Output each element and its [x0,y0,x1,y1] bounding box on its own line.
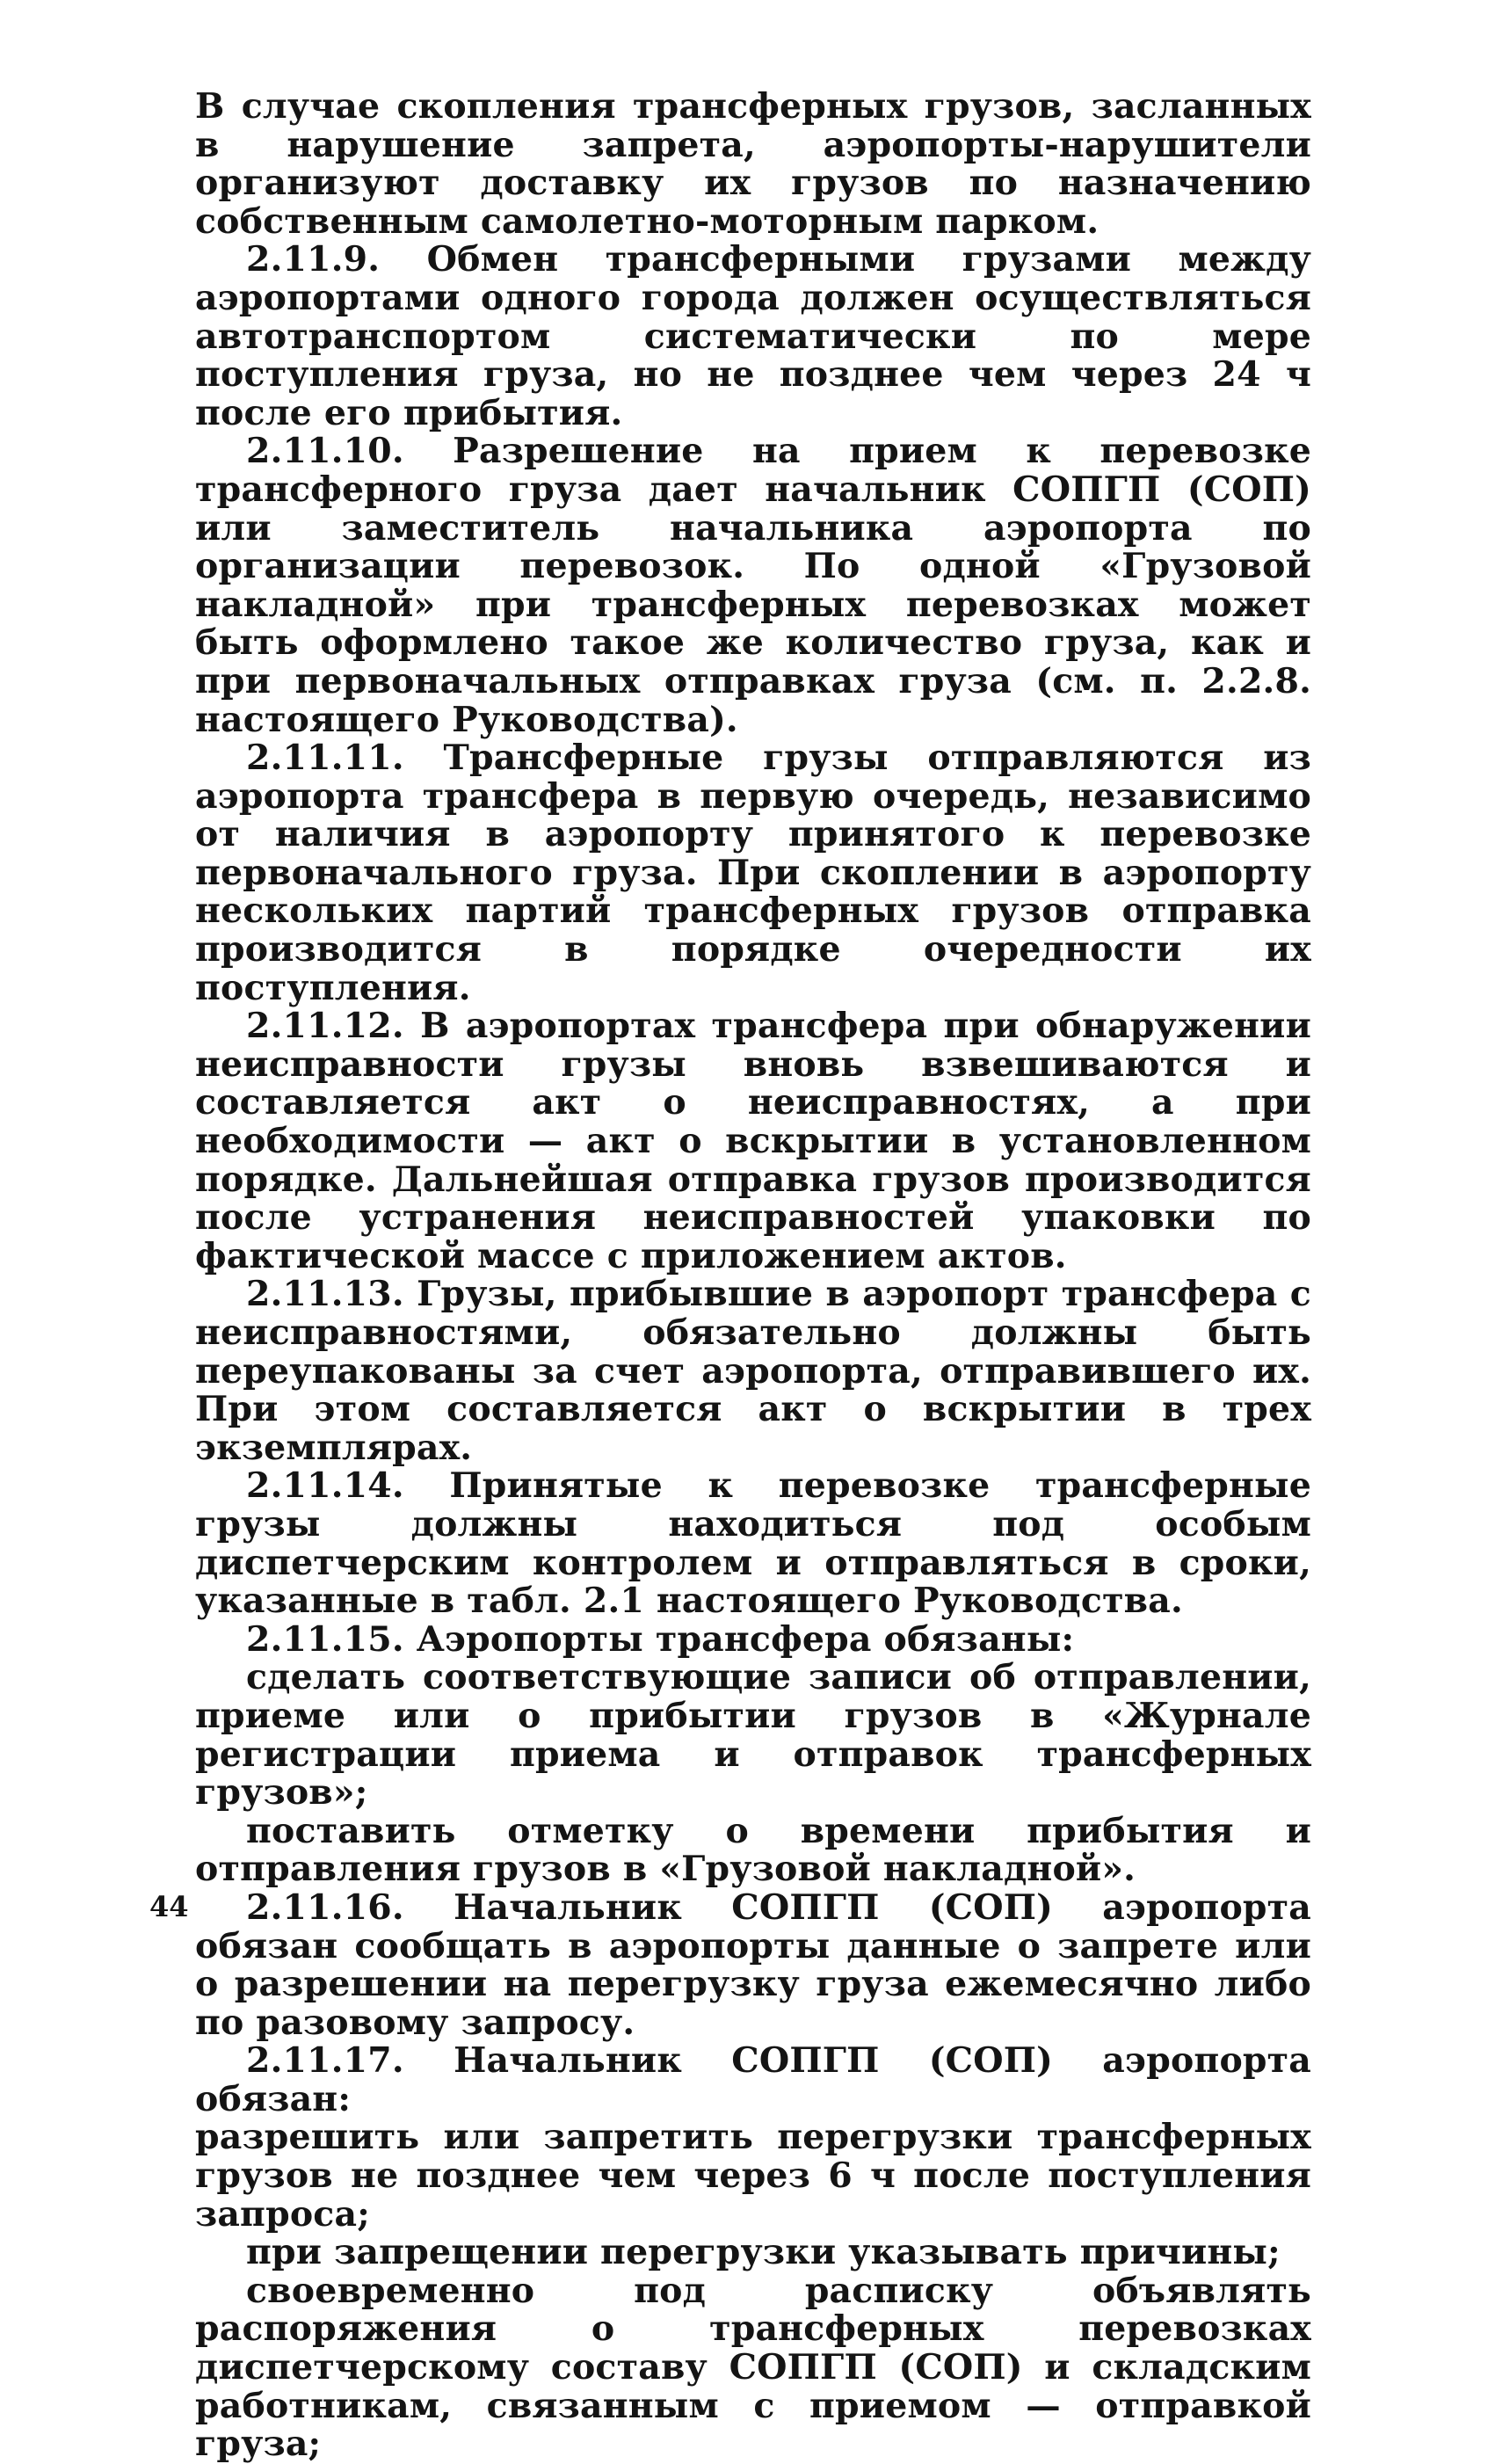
paragraph: 2.11.9. Обмен трансферными грузами между аэропортами одного города должен осуществляться автотранспортом систематически по мере поступления груза, но не позднее чем через 24 ч после его прибытия. [195,239,1311,433]
body-text [195,88,1311,2464]
paragraph: 2.11.16. Начальник СОПГП (СОП) аэропорта обязан сообщать в аэропорты данные о запрете или о разрешении на перегрузку груза ежемесячно либо по разовому запросу. [195,1886,1311,2043]
paragraph: своевременно под расписку объявлять распоряжения о трансферных перевозках диспетчерскому составу СОПГП (СОП) и складским работникам, связанным с приемом — отправкой груза; [195,2270,1311,2464]
paragraph: В случае скопления трансферных грузов, засланных в нарушение запрета, аэропорты-нарушители организуют доставку их грузов по назначению собственным самолетно-моторным парком. [195,86,1311,242]
paragraph: поставить отметку о времени прибытия и отправления грузов в «Грузовой накладной». [195,1810,1311,1890]
page-number: 44 [149,1890,189,1923]
paragraph: разрешить или запретить перегрузки трансферных грузов не позднее чем через 6 ч после поступления запроса; [195,2117,1311,2235]
paragraph: 2.11.13. Грузы, прибывшие в аэропорт трансфера с неисправностями, обязательно должны быть переупакованы за счет аэропорта, отправившего их. При этом составляется акт о вскрытии в трех экземплярах. [195,1274,1311,1468]
paragraph: 2.11.15. Аэропорты трансфера обязаны: [246,1618,1075,1660]
paragraph: 2.11.11. Трансферные грузы отправляются из аэропорта трансфера в первую очередь, независимо от наличия в аэропорту принятого к перевозке первоначального груза. При скоплении в аэропорту нескольких партий трансферных грузов отправка производится в порядке очередности их поступления. [195,738,1311,1008]
paragraph: 2.11.17. Начальник СОПГП (СОП) аэропорта обязан: [195,2040,1311,2119]
paragraph: 2.11.10. Разрешение на прием к перевозке трансферного груза дает начальник СОПГП (СОП) или заместитель начальника аэропорта по организации перевозок. По одной «Грузовой накладной» при трансферных перевозках может быть оформлено такое же количество груза, как и при первоначальных отправках груза (см. п. 2.2.8. настоящего Руководства). [195,431,1311,740]
paragraph: при запрещении перегрузки указывать причины; [246,2232,1281,2273]
paragraph: 2.11.14. Принятые к перевозке трансферные грузы должны находиться под особым диспетчерским контролем и отправляться в сроки, указанные в табл. 2.1 настоящего Руководства. [195,1465,1311,1622]
paragraph: сделать соответствующие записи об отправлении, приеме или о прибытии грузов в «Журнале регистрации приема и отправок трансферных грузов»; [195,1657,1311,1813]
paragraph: 2.11.12. В аэропортах трансфера при обнаружении неисправности грузы вновь взвешиваются и составляется акт о неисправностях, а при необходимости — акт о вскрытии в установленном порядке. Дальнейшая отправка грузов производится после устранения неисправностей упаковки по фактической массе с приложением актов. [195,1006,1311,1276]
